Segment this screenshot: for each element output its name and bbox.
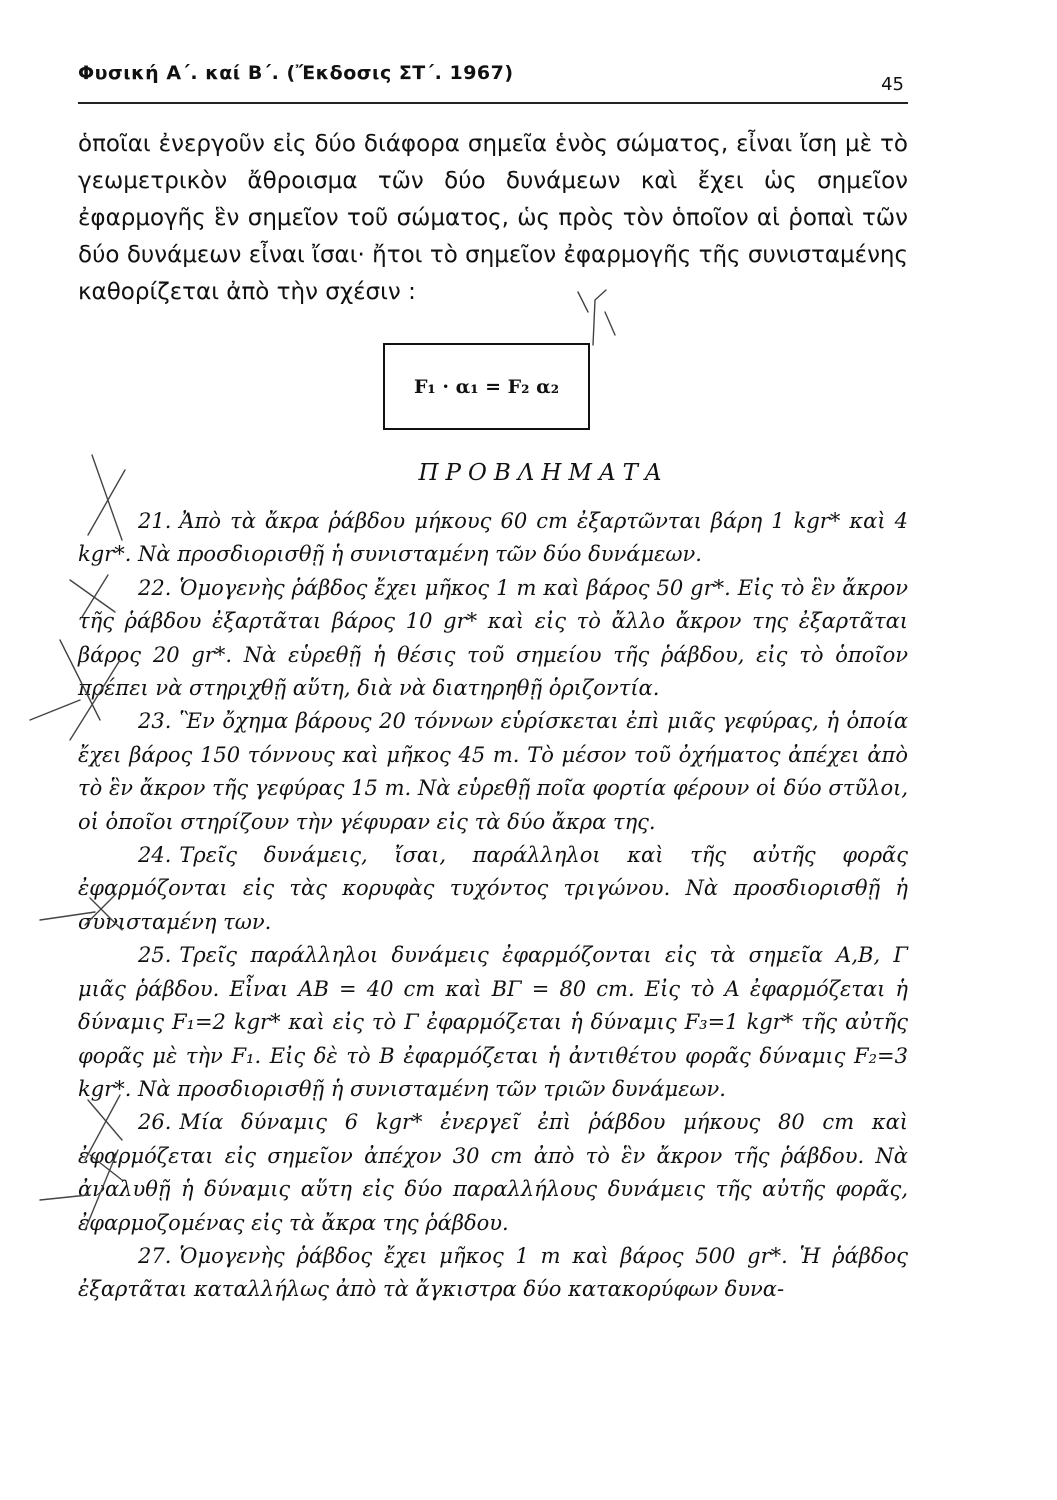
problem-text: Τρεῖς δυνάμεις, ἴσαι, παράλληλοι καὶ τῆς αὐτῆς φορᾶς ἐφαρμόζονται εἰς τὰς κορυφὰς τυχόντος τριγώνου. Νὰ προσδιορισθῇ ἡ συνισταμένη των.	[78, 843, 908, 934]
intro-paragraph	[78, 126, 908, 311]
problems-list	[78, 505, 908, 1307]
running-title: Φυσική Α΄. καί Β΄. (Ἔκδοσις ΣΤ΄. 1967)	[78, 62, 514, 84]
problem-number: 24.	[138, 843, 172, 868]
formula-box	[383, 343, 590, 430]
page-header	[78, 62, 908, 104]
problems-heading: ΠΡΟΒΛΗΜΑΤΑ	[418, 460, 669, 486]
problem-text: Μία δύναμις 6 kgr* ἐνεργεῖ ἐπὶ ῥάβδου μήκους 80 cm καὶ ἐφαρμόζεται εἰς σημεῖον ἀπέχον 30 cm ἀπὸ τὸ ἓν ἄκρον τῆς ῥάβδου. Νὰ ἀναλυθῇ ἡ δύναμις αὕτη εἰς δύο παραλλήλους δυνάμεις τῆς αὐτῆς φορᾶς, ἐφαρμοζομένας εἰς τὰ ἄκρα της ῥάβδου.	[78, 1110, 908, 1235]
problem-number: 23.	[138, 709, 172, 734]
problem-text: Ὁμογενὴς ῥάβδος ἔχει μῆκος 1 m καὶ βάρος 50 gr*. Εἰς τὸ ἓν ἄκρον τῆς ῥάβδου ἐξαρτᾶται βάρος 10 gr* καὶ εἰς τὸ ἄλλο ἄκρον της ἐξαρτᾶται βάρος 20 gr*. Νὰ εὑρεθῇ ἡ θέσις τοῦ σημείου τῆς ῥάβδου, εἰς τὸ ὁποῖον πρέπει νὰ στηριχθῇ αὕτη, διὰ νὰ διατηρηθῇ ὁριζοντία.	[78, 575, 908, 701]
problem-25	[78, 939, 908, 1106]
problem-23	[78, 705, 908, 839]
problem-text: Ἀπὸ τὰ ἄκρα ῥάβδου μήκους 60 cm ἐξαρτῶνται βάρη 1 kgr* καὶ 4 kgr*. Νὰ προσδιορισθῇ ἡ συνισταμένη τῶν δύο δυνάμεων.	[78, 509, 908, 567]
problem-22	[78, 572, 908, 706]
problem-21	[78, 505, 908, 572]
problem-number: 21.	[138, 509, 172, 533]
problem-24	[78, 839, 908, 939]
page-number: 45	[881, 74, 904, 95]
intro-text: ὁποῖαι ἐνεργοῦν εἰς δύο διάφορα σημεῖα ἑνὸς σώματος, εἶναι ἴση μὲ τὸ γεωμετρικὸν ἄθροισμα τῶν δύο δυνάμεων καὶ ἔχει ὡς σημεῖον ἐφαρμογῆς ἓν σημεῖον τοῦ σώματος, ὡς πρὸς τὸν ὁποῖον αἱ ῥοπαὶ τῶν δύο δυνάμεων εἶναι ἴσαι· ἤτοι τὸ σημεῖον ἐφαρμογῆς τῆς συνισταμένης καθορίζεται ἀπὸ τὴν σχέσιν :	[78, 131, 908, 305]
problem-number: 22.	[138, 575, 172, 600]
problem-text: Τρεῖς παράλληλοι δυνάμεις ἐφαρμόζονται εἰς τὰ σημεῖα Α,Β, Γ μιᾶς ῥάβδου. Εἶναι ΑΒ = 40 cm καὶ ΒΓ = 80 cm. Εἰς τὸ Α ἐφαρμόζεται ἡ δύναμις F₁=2 kgr* καὶ εἰς τὸ Γ ἐφαρμόζεται ἡ δύναμις F₃=1 kgr* τῆς αὐτῆς φορᾶς μὲ τὴν F₁. Εἰς δὲ τὸ Β ἐφαρμόζεται ἡ ἀντιθέτου φορᾶς δύναμις F₂=3 kgr*. Νὰ προσδιορισθῇ ἡ συνισταμένη τῶν τριῶν δυνάμεων.	[78, 943, 908, 1101]
problem-number: 27.	[138, 1243, 172, 1268]
problem-number: 25.	[138, 943, 172, 968]
problem-text: Ἓν ὄχημα βάρους 20 τόννων εὑρίσκεται ἐπὶ μιᾶς γεφύρας, ἡ ὁποία ἔχει βάρος 150 τόννους καὶ μῆκος 45 m. Τὸ μέσον τοῦ ὀχήματος ἀπέχει ἀπὸ τὸ ἓν ἄκρον τῆς γεφύρας 15 m. Νὰ εὑρεθῇ ποῖα φορτία φέρουν οἱ δύο στῦλοι, οἱ ὁποῖοι στηρίζουν τὴν γέφυραν εἰς τὰ δύο ἄκρα της.	[78, 709, 908, 834]
problem-number: 26.	[138, 1110, 172, 1135]
moment-formula: F₁ · α₁ = F₂ α₂	[413, 375, 560, 398]
problem-26	[78, 1106, 908, 1240]
problem-text: Ὁμογενὴς ῥάβδος ἔχει μῆκος 1 m καὶ βάρος 500 gr*. Ἡ ῥάβδος ἐξαρτᾶται καταλλήλως ἀπὸ τὰ ἄγκιστρα δύο κατακορύφων δυνα-	[78, 1243, 908, 1302]
problem-27	[78, 1240, 908, 1307]
